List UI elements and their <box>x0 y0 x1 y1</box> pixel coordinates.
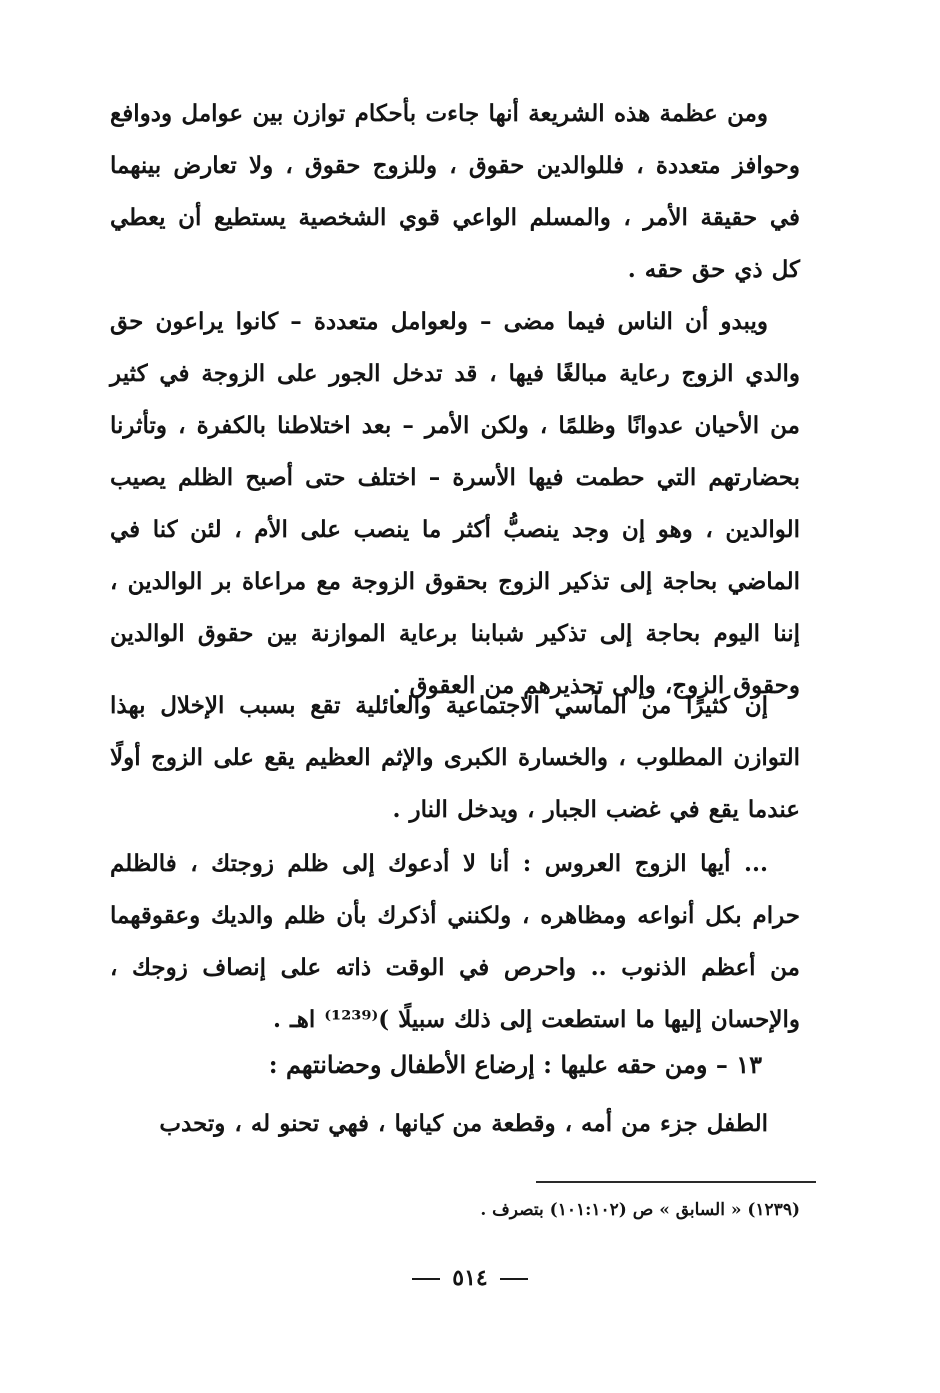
section-heading-text: ١٣ – ومن حقه عليها : إرضاع الأطفال وحضانتهم : <box>268 1050 762 1079</box>
section-heading <box>110 1040 800 1090</box>
footnote-text: (١٢٣٩) « السابق » ص (١٠١:١٠٢) بتصرف . <box>480 1200 800 1220</box>
paragraph <box>110 680 800 836</box>
footnote-divider <box>536 1181 816 1183</box>
page-number-text: ٥١٤ <box>452 1265 488 1291</box>
paragraph-text: ويبدو أن الناس فيما مضى – ولعوامل متعددة – كانوا يراعون حق والدي الزوج رعاية مبالغًا فيها ، قد تدخل الجور على الزوجة في كثير من الأحيان عدوانًا وظلمًا ، ولكن الأمر – بعد اختلاطنا بالكفرة ، وتأثرنا بحضارتهم التي حطمت فيها الأسرة – اختلف حتى أصبح الظلم يصيب الوالدين ، وهو إن وجد ينصبُّ أكثر ما ينصب على الأم ، لئن كنا في الماضي بحاجة إلى تذكير الزوج بحقوق الزوجة مع مراعاة بر الوالدين ، إننا اليوم بحاجة إلى تذكير شبابنا برعاية الموازنة بين حقوق الوالدين وحقوق الزوج، وإلى تحذيرهم من العقوق . <box>110 308 800 699</box>
footnote <box>110 1192 800 1228</box>
paragraph <box>110 838 800 1046</box>
paragraph-text: ... أيها الزوج العروس : أنا لا أدعوك إلى ظلم زوجتك ، فالظلم حرام بكل أنواعه ومظاهره ، ولكنني أذكرك بأن ظلم والديك وعقوقهما من أعظم الذنوب .. واحرص في الوقت ذاته على إنصاف زوجك ، والإحسان إليها ما استطعت إلى ذلك سبيلًا )⁽¹²³⁹⁾ اهـ . <box>110 850 800 1033</box>
paragraph-text: الطفل جزء من أمه ، وقطعة من كيانها ، فهي تحنو له ، وتحدب <box>159 1110 768 1137</box>
paragraph-text: ومن عظمة هذه الشريعة أنها جاءت بأحكام توازن بين عوامل ودوافع وحوافز متعددة ، فللوالدين حقوق ، وللزوج حقوق ، ولا تعارض بينهما في حقيقة الأمر ، والمسلم الواعي قوي الشخصية يستطيع أن يعطي كل ذي حق حقه . <box>110 100 800 283</box>
paragraph <box>110 88 800 296</box>
paragraph <box>110 1098 800 1150</box>
paragraph <box>110 296 800 712</box>
page-number-dash-left <box>500 1278 528 1280</box>
page-number <box>0 1258 940 1298</box>
paragraph-text: إن كثيرًا من المآسي الاجتماعية والعائلية تقع بسبب الإخلال بهذا التوازن المطلوب ، والخسارة الكبرى والإثم العظيم يقع على الزوج أولًا عندما يقع في غضب الجبار ، ويدخل النار . <box>110 692 800 823</box>
page-number-dash-right <box>412 1278 440 1280</box>
